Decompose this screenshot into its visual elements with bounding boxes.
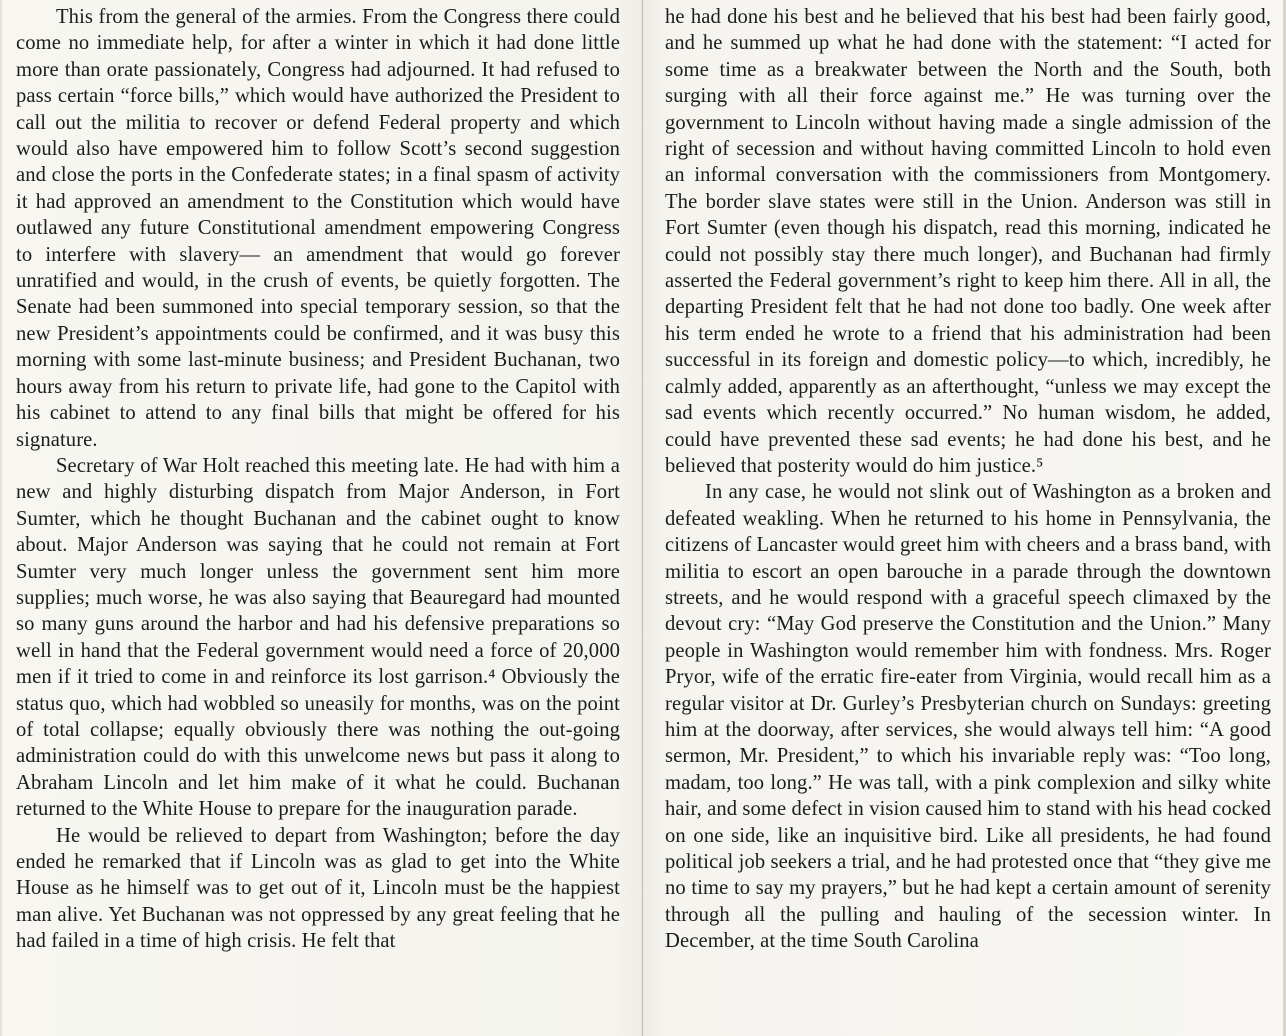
left-paragraph-1: This from the general of the armies. From the Congress there could come no immediate help, for after a winter in which it had done little more than orate passionately, Congress had adjourned. It had refused to pass certain “force bills,” which would have authorized the President to call out the militia to recover or defend Federal property and which would also have empowered him to follow Scott’s second suggestion and close the ports in the Confederate states; in a final spasm of activity it had approved an amendment to the Constitution which would have outlawed any future Constitutional amendment empowering Congress to interfere with slavery— an amendment that would go forever unratified and would, in the crush of events, be quietly forgotten. The Senate had been summoned into special temporary session, so that the new President’s appointments could be confirmed, and it was busy this morning with some last-minute business; and President Buchanan, two hours away from his return to private life, had gone to the Capitol with his cabinet to attend to any final bills that might be offered for his signature. (16, 6, 620, 451)
left-paragraph-2: Secretary of War Holt reached this meeting late. He had with him a new and highly disturbing dispatch from Major Anderson, in Fort Sumter, which he thought Buchanan and the cabinet ought to know about. Major Anderson was saying that he could not remain at Fort Sumter very much longer unless the government sent him more supplies; much worse, he was also saying that Beauregard had mounted so many guns around the harbor and had his defensive preparations so well in hand that the Federal government would need a force of 20,000 men if it tried to come in and reinforce its lost garrison.⁴ Obviously the status quo, which had wobbled so uneasily for months, was on the point of total collapse; equally obviously there was nothing the out-going administration could do with this unwelcome news but pass it along to Abraham Lincoln and let him make of it what he could. Buchanan returned to the White House to prepare for the inauguration parade. (16, 454, 620, 821)
right-paragraph-1: he had done his best and he believed that his best had been fairly good, and he summed up what he had done with the statement: “I acted for some time as a breakwater between the North and the South, both surging with all their force against me.” He was turning over the government to Lincoln without having made a single admission of the right of secession and without having committed Lincoln to hold even an informal conversation with the commissioners from Montgomery. The border slave states were still in the Union. Anderson was still in Fort Sumter (even though his dispatch, read this morning, indicated he could not possibly stay there much longer), and Buchanan had firmly asserted the Federal government’s right to keep him there. All in all, the departing President felt that he had not done too badly. One week after his term ended he wrote to a friend that his administration had been successful in its foreign and domestic policy—to which, incredibly, he calmly added, apparently as an afterthought, “unless we may except the sad events which recently occurred.” No human wisdom, he added, could have prevented these sad events; he had done his best, and he believed that posterity would do him justice.⁵ (665, 6, 1271, 477)
left-paragraph-3: He would be relieved to depart from Washington; before the day ended he remarked that if Lincoln was as glad to get into the White House as he himself was to get out of it, Lincoln must be the happiest man alive. Yet Buchanan was not oppressed by any great feeling that he had failed in a time of high crisis. He felt that (16, 824, 620, 953)
right-column (665, 4, 1271, 955)
column-gutter-divider (642, 0, 643, 1036)
page-edge-left (0, 0, 2, 1036)
left-column (16, 4, 620, 955)
right-paragraph-2: In any case, he would not slink out of Washington as a broken and defeated weakling. When he returned to his home in Pennsylvania, the citizens of Lancaster would greet him with cheers and a brass band, with militia to escort an open barouche in a parade through the downtown streets, and he would respond with a graceful speech climaxed by the devout cry: “May God preserve the Constitution and the Union.” Many people in Washington would remember him with fondness. Mrs. Roger Pryor, wife of the erratic fire-eater from Virginia, would recall him as a regular visitor at Dr. Gurley’s Presbyterian church on Sundays: greeting him at the doorway, after services, she would always tell him: “A good sermon, Mr. President,” to which his invariable reply was: “Too long, madam, too long.” He was tall, with a pink complexion and silky white hair, and some defect in vision caused him to stand with his head cocked on one side, like an inquisitive bird. Like all presidents, he had found political job seekers a trial, and he had protested once that “they give me no time to say my prayers,” but he had kept a certain amount of serenity through all the pulling and hauling of the secession winter. In December, at the time South Carolina (665, 481, 1271, 953)
